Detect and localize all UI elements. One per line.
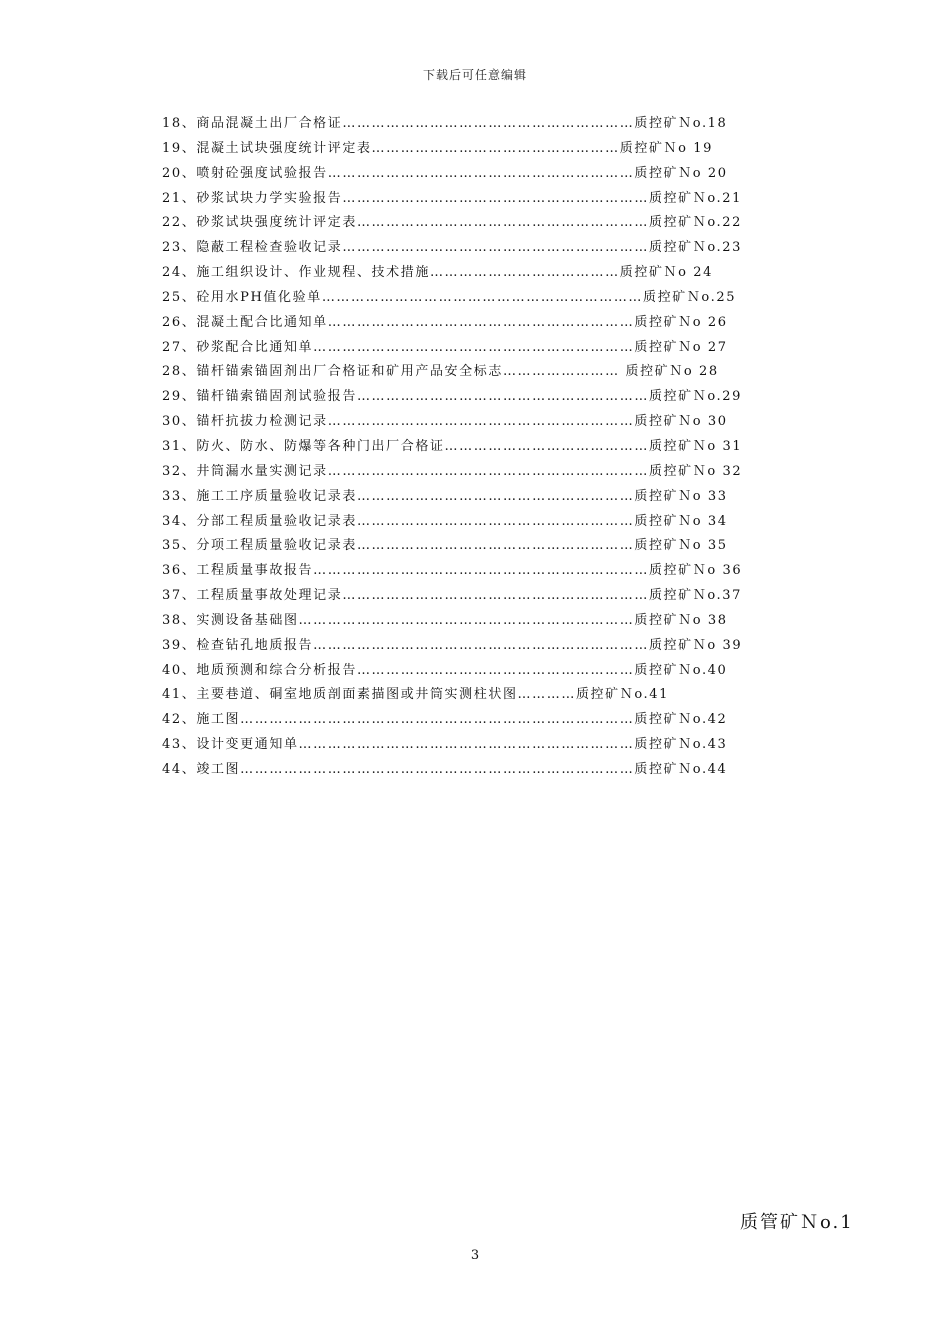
toc-item-33: 33、施工工序质量验收记录表…………………………………………………质控矿Ｎo 33 — [162, 488, 728, 504]
toc-item-31: 31、防火、防水、防爆等各种门出厂合格证……………………………………质控矿Ｎo 31 — [162, 438, 743, 454]
toc-item-35: 35、分项工程质量验收记录表…………………………………………………质控矿Ｎo 35 — [162, 538, 728, 554]
toc-item-40: 40、地质预测和综合分析报告…………………………………………………质控矿Ｎo.40 — [162, 662, 728, 678]
toc-item-34: 34、分部工程质量验收记录表…………………………………………………质控矿Ｎo 34 — [162, 513, 728, 529]
toc-item-24: 24、施工组织设计、作业规程、技术措施…………………………………质控矿Ｎo 24 — [162, 265, 714, 281]
toc-item-42: 42、施工图………………………………………………………………………质控矿Ｎo.42 — [162, 712, 728, 728]
toc-item-22: 22、砂浆试块强度统计评定表……………………………………………………质控矿Ｎo.22 — [162, 215, 743, 231]
toc-item-26: 26、混凝土配合比通知单………………………………………………………质控矿Ｎo 26 — [162, 314, 728, 330]
toc-item-19: 19、混凝土试块强度统计评定表……………………………………………质控矿Ｎo 19 — [162, 140, 714, 156]
toc-item-39: 39、检查钻孔地质报告……………………………………………………………质控矿Ｎo 39 — [162, 637, 743, 653]
toc-item-37: 37、工程质量事故处理记录………………………………………………………质控矿Ｎo.37 — [162, 588, 743, 604]
toc-item-28: 28、锚杆锚索锚固剂出厂合格证和矿用产品安全标志…………………… 质控矿Ｎo 28 — [162, 364, 719, 380]
toc-item-44: 44、竣工图………………………………………………………………………质控矿Ｎo.44 — [162, 761, 728, 777]
toc-item-41: 41、主要巷道、硐室地质剖面素描图或井筒实测柱状图…………质控矿Ｎo.41 — [162, 687, 670, 703]
toc-item-21: 21、砂浆试块力学实验报告………………………………………………………质控矿Ｎo.21 — [162, 190, 743, 206]
toc-item-30: 30、锚杆抗拔力检测记录………………………………………………………质控矿Ｎo 30 — [162, 414, 728, 430]
page-number: 3 — [470, 1248, 480, 1263]
page-header: 下载后可任意编辑 — [422, 68, 527, 82]
toc-item-29: 29、锚杆锚索锚固剂试验报告……………………………………………………质控矿Ｎo.29 — [162, 389, 743, 405]
form-code: 质管矿Ｎo.1 — [740, 1212, 854, 1233]
toc-item-38: 38、实测设备基础图……………………………………………………………质控矿Ｎo 38 — [162, 612, 728, 628]
toc-item-27: 27、砂浆配合比通知单…………………………………………………………质控矿Ｎo 27 — [162, 339, 728, 355]
toc-item-25: 25、砼用水PH值化验单…………………………………………………………质控矿Ｎo.25 — [162, 289, 737, 305]
table-of-contents — [162, 112, 782, 783]
toc-item-32: 32、井筒漏水量实测记录…………………………………………………………质控矿Ｎo 32 — [162, 463, 743, 479]
toc-item-36: 36、工程质量事故报告……………………………………………………………质控矿Ｎo 36 — [162, 563, 743, 579]
toc-item-18: 18、商品混凝土出厂合格证……………………………………………………质控矿Ｎo.18 — [162, 116, 728, 131]
toc-item-43: 43、设计变更通知单……………………………………………………………质控矿Ｎo.43 — [162, 737, 728, 753]
toc-item-23: 23、隐蔽工程检查验收记录………………………………………………………质控矿Ｎo.23 — [162, 240, 743, 256]
toc-item-20: 20、喷射砼强度试验报告………………………………………………………质控矿Ｎo 20 — [162, 165, 728, 181]
